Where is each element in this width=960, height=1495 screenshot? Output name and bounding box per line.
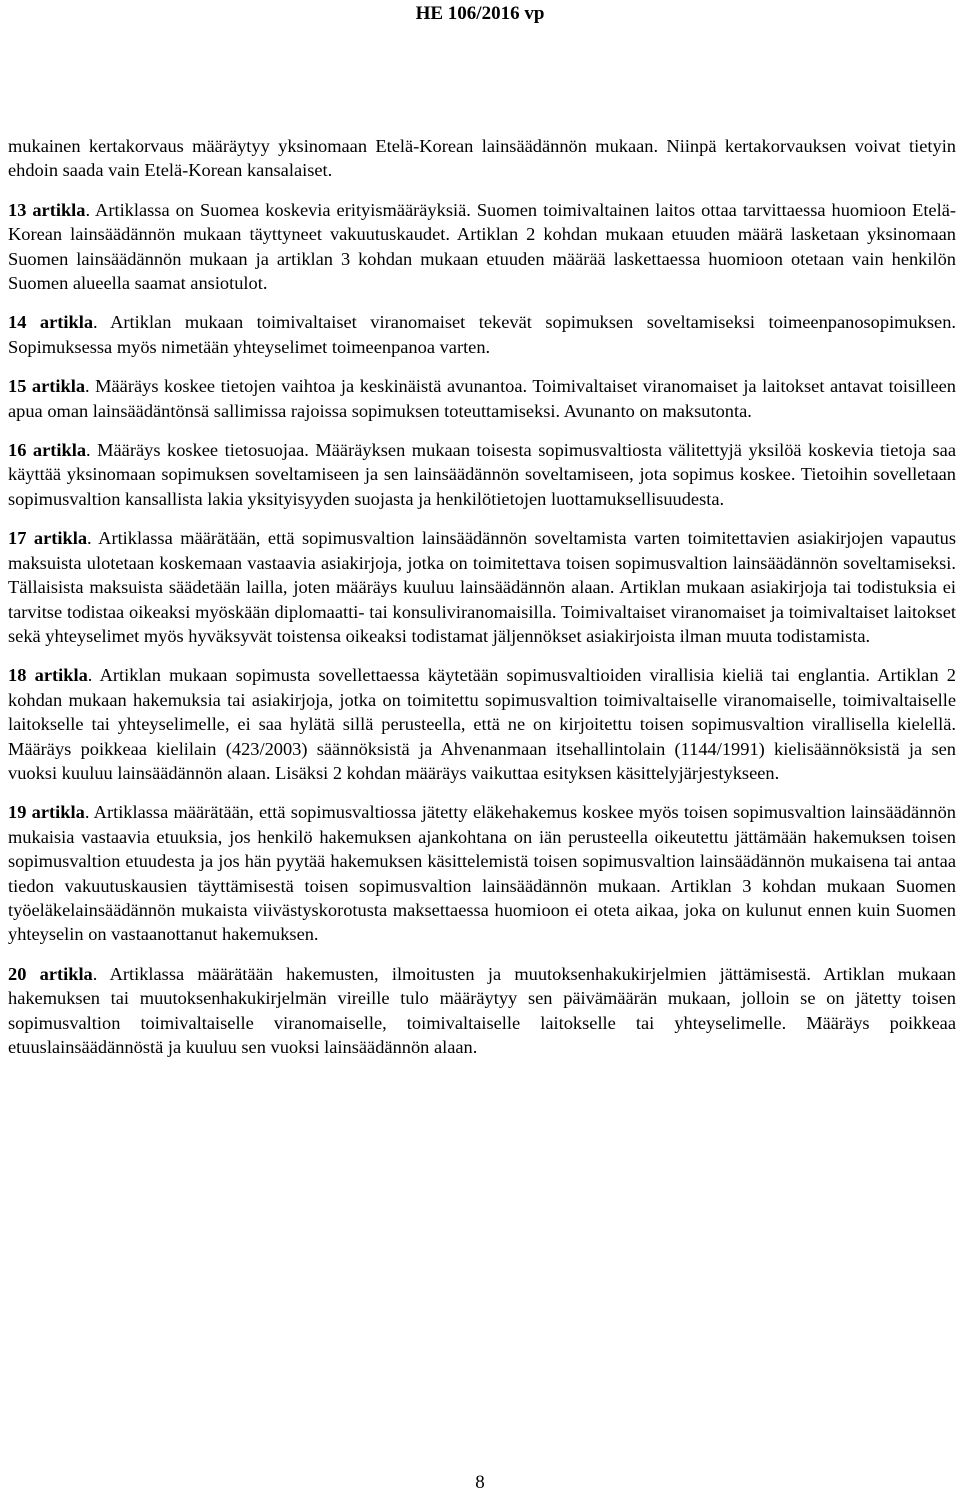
paragraph-article-15 (8, 374, 956, 423)
paragraph-article-16 (8, 438, 956, 511)
article-label: 17 artikla (8, 528, 88, 549)
paragraph-text: . Määräys koskee tietojen vaihtoa ja keskinäistä avunantoa. Toimivaltaiset viranomaiset ja laitokset antavat toisilleen apua oman lainsäädäntönsä sallimissa rajoissa sopimuksen toteuttamiseksi. Avunanto on maksutonta. (8, 376, 956, 421)
article-label: 19 artikla (8, 802, 85, 823)
paragraph-text: . Artiklassa määrätään, että sopimusvaltion lainsäädännön soveltamista varten toimitettavien asiakirjojen vapautus maksuista ulotetaan koskemaan vastaavia asiakirjoja, jotka on toimitettava toisen sopimusvaltion lainsäädännön soveltamiseksi. Tällaisista maksuista säädetään lailla, joten määräys kuuluu lainsäädännön alaan. Artiklan mukaan asiakirjoja tai todistuksia ei tarvitse todistaa oikeaksi myöskään diplomaatti- tai konsuliviranomaisilla. Toimivaltaiset viranomaiset ja toimivaltaiset laitokset sekä yhteyselimet myös hyväksyvät toistensa oikeaksi todistamat jäljennökset asiakirjoista ilman muuta todistamista. (8, 528, 956, 646)
paragraph-text: . Artiklassa määrätään, että sopimusvaltiossa jätetty eläkehakemus koskee myös toisen sopimusvaltion lainsäädännön mukaisia vastaavia etuuksia, jos henkilö hakemuksen ajankohtana on iän perusteella oikeutettu jättämään hakemuksen toisen sopimusvaltion etuudesta ja jos hän pyytää hakemuksen käsittelemistä toisen sopimusvaltion lainsäädännön mukaisena tai antaa tiedon vakuutuskausien täyttämisestä toisen sopimusvaltion lainsäädännön mukaan. Artiklan 3 kohdan mukaan Suomen työeläkelainsäädännön mukaista viivästyskorotusta maksettaessa huomioon ei oteta aikaa, joka on kulunut ennen kuin Suomen yhteyselin on vastaanottanut hakemuksen. (8, 802, 956, 945)
document-header: HE 106/2016 vp (415, 3, 545, 24)
paragraph-text: . Artiklassa on Suomea koskevia erityismääräyksiä. Suomen toimivaltainen laitos ottaa tarvittaessa huomioon Etelä-Korean lainsäädännön mukaan täyttyneet vakuutuskaudet. Artiklan 2 kohdan mukaan etuuden määrä lasketaan yksinomaan Suomen lainsäädännön mukaan ja artiklan 3 kohdan mukaan etuuden määrää laskettaessa huomioon otetaan vain henkilön Suomen alueella saamat ansiotulot. (8, 199, 956, 294)
paragraph-article-20 (8, 962, 956, 1060)
paragraph-text: . Määräys koskee tietosuojaa. Määräyksen mukaan toisesta sopimusvaltiosta välitettyjä yksilöä koskevia tietoja saa käyttää yksinomaan sopimuksen soveltamiseen ja sen lainsäädännön soveltamiseen, jota sopimus koskee. Tietoihin sovelletaan sopimusvaltion kansallista lakia yksityisyyden suojasta ja henkilötietojen luottamuksellisuudesta. (8, 440, 956, 509)
paragraph-text: . Artiklassa määrätään hakemusten, ilmoitusten ja muutoksenhakukirjelmien jättämisestä. Artiklan mukaan hakemuksen tai muutoksenhakukirjelmän vireille tulo määräytyy sen päivämäärän mukaan, jolloin se on jätetty toisen sopimusvaltion toimivaltaiselle viranomaiselle, toimivaltaiselle laitokselle tai yhteyselimelle. Määräys poikkeaa etuuslainsäädännöstä ja kuuluu sen vuoksi lainsäädännön alaan. (8, 963, 956, 1057)
article-label: 13 artikla (8, 199, 86, 220)
paragraph-article-14 (8, 310, 956, 359)
paragraph-continuation (8, 134, 956, 183)
article-label: 18 artikla (8, 665, 88, 686)
page-number: 8 (475, 1472, 485, 1493)
paragraph-article-19 (8, 800, 956, 946)
article-label: 20 artikla (8, 963, 93, 984)
article-label: 14 artikla (8, 312, 94, 333)
document-body (8, 134, 956, 1074)
paragraph-article-17 (8, 526, 956, 648)
article-label: 15 artikla (8, 376, 86, 397)
paragraph-text: . Artiklan mukaan toimivaltaiset viranomaiset tekevät sopimuksen soveltamiseksi toimeenpanosopimuksen. Sopimuksessa myös nimetään yhteyselimet toimeenpanoa varten. (8, 312, 956, 357)
paragraph-text: mukainen kertakorvaus määräytyy yksinomaan Etelä-Korean lainsäädännön mukaan. Niinpä kertakorvauksen voivat tietyin ehdoin saada vain Etelä-Korean kansalaiset. (8, 136, 956, 181)
paragraph-article-18 (8, 663, 956, 785)
paragraph-article-13 (8, 198, 956, 296)
article-label: 16 artikla (8, 440, 87, 461)
paragraph-text: . Artiklan mukaan sopimusta sovellettaessa käytetään sopimusvaltioiden virallisia kieliä tai englantia. Artiklan 2 kohdan mukaan hakemuksia tai asiakirjoja, jotka on toimitettu sopimusvaltion toimivaltaiselle viranomaiselle, toimivaltaiselle laitokselle tai yhteyselimelle, ei saa hylätä sillä perusteella, että ne on kirjoitettu toisen sopimusvaltion virallisella kielellä. Määräys poikkeaa kielilain (423/2003) säännöksistä ja Ahvenanmaan itsehallintolain (1144/1991) kielisäännöksistä ja sen vuoksi kuuluu lainsäädännön alaan. Lisäksi 2 kohdan määräys vaikuttaa esityksen käsittelyjärjestykseen. (8, 665, 956, 783)
